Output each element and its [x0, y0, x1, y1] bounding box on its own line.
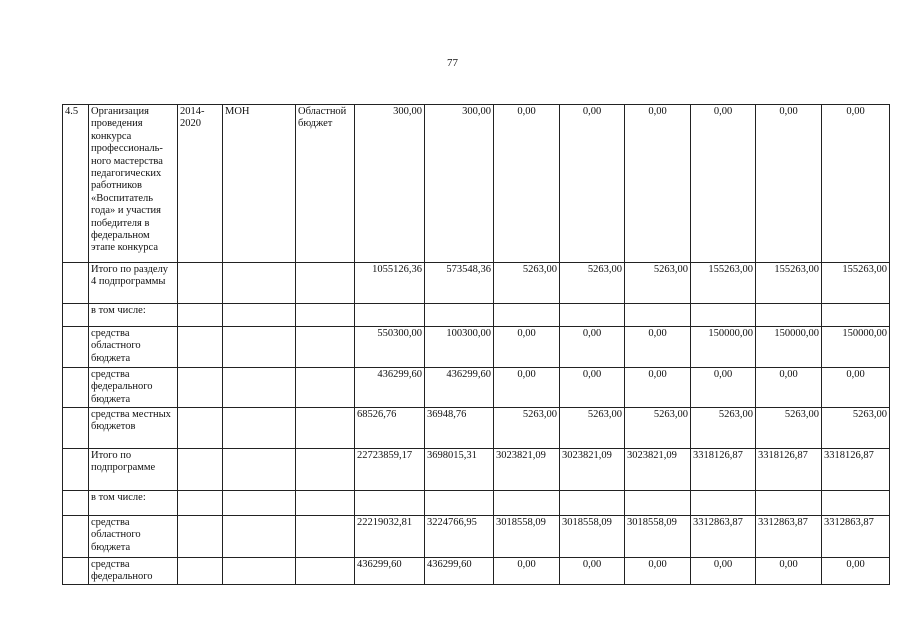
- value-cell: 68526,76: [355, 408, 425, 449]
- value-cell: 436299,60: [425, 558, 494, 585]
- value-cell: 3018558,09: [625, 516, 691, 558]
- value-cell: 0,00: [822, 368, 890, 408]
- table-row: [63, 558, 890, 585]
- table-row: [63, 449, 890, 491]
- value-cell: 300,00: [425, 105, 494, 263]
- value-cell: 0,00: [756, 558, 822, 585]
- value-cell: 5263,00: [822, 408, 890, 449]
- value-cell: 0,00: [822, 105, 890, 263]
- value-cell: 150000,00: [756, 327, 822, 368]
- row-source: Областной бюджет: [296, 105, 355, 263]
- value-cell: 155263,00: [822, 263, 890, 304]
- empty-cell: [756, 491, 822, 516]
- empty-cell: [296, 304, 355, 327]
- value-cell: 573548,36: [425, 263, 494, 304]
- value-cell: 150000,00: [691, 327, 756, 368]
- value-cell: 0,00: [625, 327, 691, 368]
- value-cell: 5263,00: [625, 408, 691, 449]
- empty-cell: [223, 449, 296, 491]
- empty-cell: [296, 408, 355, 449]
- empty-cell: [296, 449, 355, 491]
- value-cell: 155263,00: [756, 263, 822, 304]
- empty-cell: [296, 491, 355, 516]
- empty-cell: [223, 304, 296, 327]
- value-cell: 5263,00: [625, 263, 691, 304]
- table-row: [63, 368, 890, 408]
- empty-cell: [625, 304, 691, 327]
- value-cell: 3312863,87: [822, 516, 890, 558]
- table-row: [63, 105, 890, 263]
- value-cell: 3224766,95: [425, 516, 494, 558]
- empty-cell: [63, 516, 89, 558]
- empty-cell: [296, 558, 355, 585]
- value-cell: 3318126,87: [691, 449, 756, 491]
- empty-cell: [296, 327, 355, 368]
- value-cell: 0,00: [494, 558, 560, 585]
- value-cell: 0,00: [494, 327, 560, 368]
- row-name: Организация проведения конкурса профессиональ-ного мастерства педагогических работников «Воспитатель года» и участия победителя в федеральном этапе конкурса: [89, 105, 178, 263]
- value-cell: 22219032,81: [355, 516, 425, 558]
- empty-cell: [178, 516, 223, 558]
- row-name: средства федерального: [89, 558, 178, 585]
- value-cell: 3018558,09: [494, 516, 560, 558]
- value-cell: 1055126,36: [355, 263, 425, 304]
- value-cell: 155263,00: [691, 263, 756, 304]
- empty-cell: [178, 368, 223, 408]
- empty-cell: [223, 516, 296, 558]
- value-cell: 0,00: [560, 368, 625, 408]
- value-cell: 0,00: [756, 368, 822, 408]
- value-cell: 22723859,17: [355, 449, 425, 491]
- value-cell: 0,00: [691, 105, 756, 263]
- row-name: средства местных бюджетов: [89, 408, 178, 449]
- empty-cell: [223, 263, 296, 304]
- empty-cell: [822, 304, 890, 327]
- row-name: средства федерального бюджета: [89, 368, 178, 408]
- empty-cell: [178, 263, 223, 304]
- value-cell: 3018558,09: [560, 516, 625, 558]
- row-name: средства областного бюджета: [89, 516, 178, 558]
- empty-cell: [178, 327, 223, 368]
- table-row: [63, 263, 890, 304]
- row-name: Итого по разделу 4 подпрограммы: [89, 263, 178, 304]
- value-cell: 0,00: [691, 558, 756, 585]
- value-cell: 436299,60: [355, 558, 425, 585]
- value-cell: 300,00: [355, 105, 425, 263]
- row-name: в том числе:: [89, 304, 178, 327]
- page-number: 77: [447, 57, 458, 69]
- empty-cell: [425, 491, 494, 516]
- row-name: средства областного бюджета: [89, 327, 178, 368]
- value-cell: 3023821,09: [494, 449, 560, 491]
- empty-cell: [822, 491, 890, 516]
- empty-cell: [494, 491, 560, 516]
- empty-cell: [223, 327, 296, 368]
- empty-cell: [63, 449, 89, 491]
- value-cell: 3318126,87: [822, 449, 890, 491]
- value-cell: 436299,60: [355, 368, 425, 408]
- value-cell: 0,00: [560, 105, 625, 263]
- empty-cell: [560, 304, 625, 327]
- row-executor: МОН: [223, 105, 296, 263]
- value-cell: 3023821,09: [560, 449, 625, 491]
- value-cell: 5263,00: [756, 408, 822, 449]
- empty-cell: [625, 491, 691, 516]
- empty-cell: [223, 491, 296, 516]
- value-cell: 0,00: [625, 558, 691, 585]
- value-cell: 5263,00: [691, 408, 756, 449]
- value-cell: 0,00: [822, 558, 890, 585]
- value-cell: 5263,00: [494, 408, 560, 449]
- value-cell: 3023821,09: [625, 449, 691, 491]
- row-name: в том числе:: [89, 491, 178, 516]
- value-cell: 5263,00: [494, 263, 560, 304]
- row-period: 2014-2020: [178, 105, 223, 263]
- empty-cell: [691, 304, 756, 327]
- empty-cell: [223, 558, 296, 585]
- empty-cell: [63, 368, 89, 408]
- value-cell: 0,00: [560, 327, 625, 368]
- value-cell: 0,00: [560, 558, 625, 585]
- value-cell: 5263,00: [560, 263, 625, 304]
- empty-cell: [355, 491, 425, 516]
- value-cell: 3318126,87: [756, 449, 822, 491]
- budget-table: [62, 104, 890, 585]
- empty-cell: [223, 368, 296, 408]
- value-cell: 150000,00: [822, 327, 890, 368]
- empty-cell: [494, 304, 560, 327]
- value-cell: 100300,00: [425, 327, 494, 368]
- empty-cell: [178, 491, 223, 516]
- value-cell: 0,00: [625, 105, 691, 263]
- empty-cell: [63, 408, 89, 449]
- empty-cell: [223, 408, 296, 449]
- empty-cell: [63, 558, 89, 585]
- empty-cell: [296, 368, 355, 408]
- value-cell: 3312863,87: [756, 516, 822, 558]
- empty-cell: [560, 491, 625, 516]
- empty-cell: [63, 263, 89, 304]
- empty-cell: [178, 304, 223, 327]
- empty-cell: [425, 304, 494, 327]
- empty-cell: [63, 304, 89, 327]
- row-index: 4.5: [63, 105, 89, 263]
- empty-cell: [296, 263, 355, 304]
- value-cell: 0,00: [494, 368, 560, 408]
- table-row: [63, 516, 890, 558]
- value-cell: 0,00: [494, 105, 560, 263]
- empty-cell: [296, 516, 355, 558]
- empty-cell: [756, 304, 822, 327]
- empty-cell: [355, 304, 425, 327]
- empty-cell: [691, 491, 756, 516]
- value-cell: 5263,00: [560, 408, 625, 449]
- value-cell: 36948,76: [425, 408, 494, 449]
- value-cell: 3698015,31: [425, 449, 494, 491]
- empty-cell: [178, 408, 223, 449]
- table-row: [63, 327, 890, 368]
- value-cell: 0,00: [691, 368, 756, 408]
- value-cell: 0,00: [625, 368, 691, 408]
- empty-cell: [63, 491, 89, 516]
- value-cell: 0,00: [756, 105, 822, 263]
- value-cell: 3312863,87: [691, 516, 756, 558]
- empty-cell: [178, 449, 223, 491]
- empty-cell: [178, 558, 223, 585]
- table-row: [63, 304, 890, 327]
- value-cell: 550300,00: [355, 327, 425, 368]
- table-row: [63, 408, 890, 449]
- value-cell: 436299,60: [425, 368, 494, 408]
- row-name: Итого по подпрограмме: [89, 449, 178, 491]
- empty-cell: [63, 327, 89, 368]
- table-row: [63, 491, 890, 516]
